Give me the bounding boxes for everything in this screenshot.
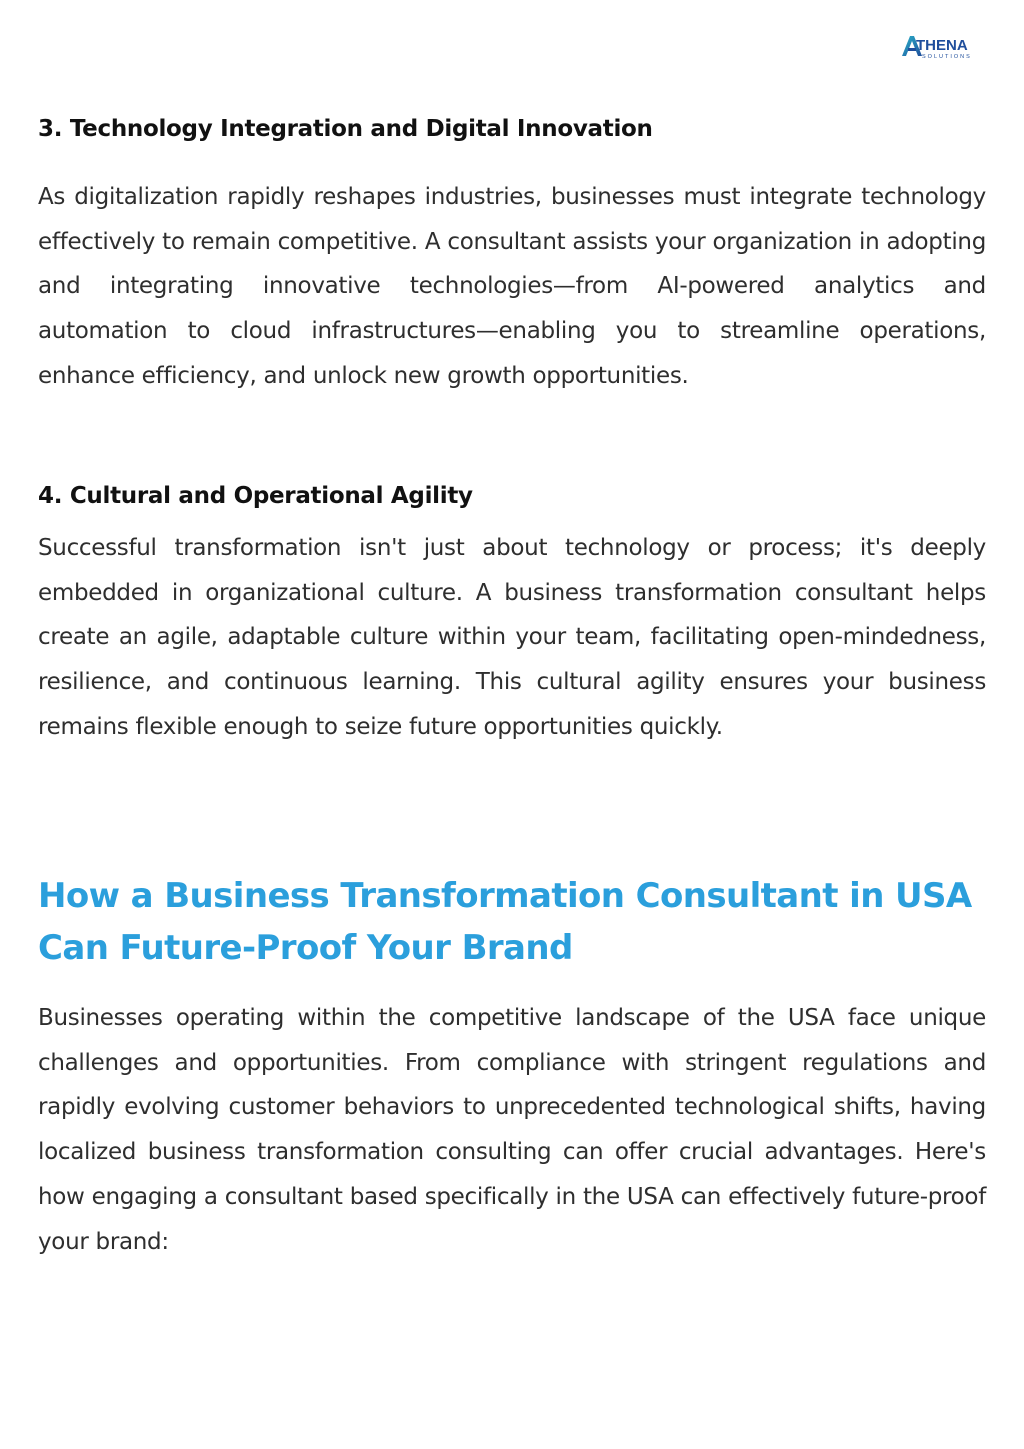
section-heading-usa: How a Business Transformation Consultant in USA Can Future-Proof Your Brand (38, 876, 972, 968)
logo-wordmark: THENA (916, 37, 968, 54)
section-body-technology: As digitalization rapidly reshapes industries, businesses must integrate technology effectively to remain competitive. A consultant assists your organization in adopting and integrating innovative technologies—from AI-powered analytics and automation to cloud infrastructures—enabling you to streamline operations, enhance efficiency, and unlock new growth opportunities. (38, 184, 986, 389)
athena-solutions-logo (900, 32, 988, 62)
section-heading-culture: 4. Cultural and Operational Agility (38, 483, 473, 509)
section-heading-technology: 3. Technology Integration and Digital Innovation (38, 116, 653, 142)
logo-subtitle: SOLUTIONS (922, 54, 972, 60)
logo-mark-icon (900, 32, 988, 62)
section-body-usa: Businesses operating within the competitive landscape of the USA face unique challenges and opportunities. From compliance with stringent regulations and rapidly evolving customer behaviors to unprecedented technological shifts, having localized business transformation consulting can offer crucial advantages. Here's how engaging a consultant based specifically in the USA can effectively future-proof your brand: (38, 1005, 986, 1255)
section-body-culture: Successful transformation isn't just about technology or process; it's deeply embedded in organizational culture. A business transformation consultant helps create an agile, adaptable culture within your team, facilitating open-mindedness, resilience, and continuous learning. This cultural agility ensures your business remains flexible enough to seize future opportunities quickly. (38, 535, 986, 740)
